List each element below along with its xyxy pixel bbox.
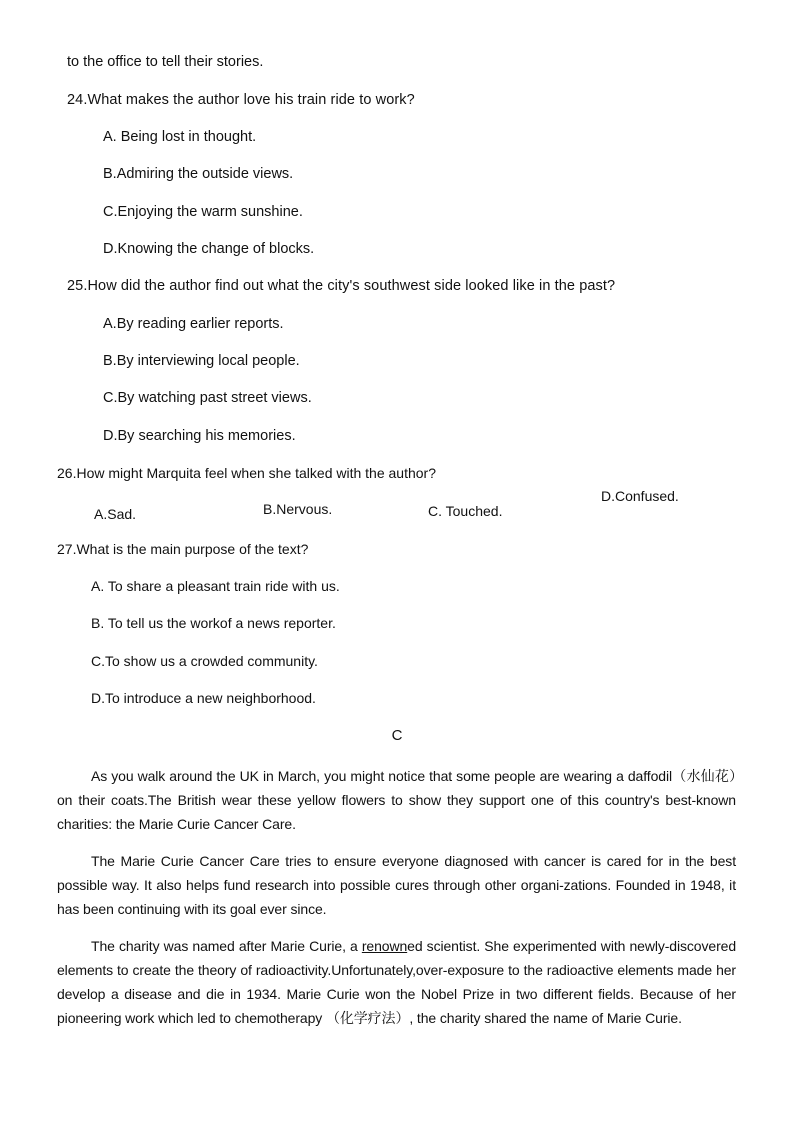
top-line: to the office to tell their stories.	[67, 54, 264, 70]
paragraph-2: The Marie Curie Cancer Care tries to ensure everyone diagnosed with cancer is cared for in the best possible way. It also helps fund research into possible cures through other organi-zations. Founded in 1948, it has been continuing with its goal ever since.	[57, 853, 736, 917]
q26-option-b: B.Nervous.	[263, 501, 333, 517]
q27-option-a: A. To share a pleasant train ride with us.	[91, 578, 340, 594]
question-25: 25.How did the author find out what the city's southwest side looked like in the past?	[67, 278, 616, 294]
question-24: 24.What makes the author love his train ride to work?	[67, 92, 415, 108]
q24-option-a: A. Being lost in thought.	[103, 129, 257, 145]
q25-option-c: C.By watching past street views.	[103, 390, 312, 406]
q24-option-d: D.Knowing the change of blocks.	[103, 241, 315, 257]
paragraph-3-start: The charity was named after Marie Curie, a	[91, 938, 362, 954]
q25-option-a: A.By reading earlier reports.	[103, 316, 284, 332]
q27-option-b: B. To tell us the workof a news reporter.	[91, 615, 336, 631]
question-27: 27.What is the main purpose of the text?	[57, 541, 309, 557]
q25-option-b: B.By interviewing local people.	[103, 353, 300, 369]
q26-option-a: A.Sad.	[94, 506, 137, 522]
paragraph-3-rest: ed scientist. She experimented with newly-discovered elements to create the theory of radioactivity.Unfortunately,over-exposure to the radioactive elements made her develop a disease and die in 1934. Marie Curie won the Nobel Prize in two different fields. Because of her pioneering work which led to chemotherapy （化学疗法）, the charity shared the name of Marie Curie.	[57, 938, 737, 1026]
question-26: 26.How might Marquita feel when she talked with the author?	[57, 465, 436, 481]
q27-option-d: D.To introduce a new neighborhood.	[91, 690, 316, 706]
underlined-word: renown	[361, 938, 408, 954]
q24-option-c: C.Enjoying the warm sunshine.	[103, 204, 303, 220]
paragraph-3	[57, 934, 736, 1030]
q26-option-c: C. Touched.	[428, 503, 503, 519]
q24-option-b: B.Admiring the outside views.	[103, 166, 294, 182]
q27-option-c: C.To show us a crowded community.	[91, 653, 318, 669]
section-heading: C	[391, 727, 403, 744]
paragraph-1: As you walk around the UK in March, you might notice that some people are wearing a daffodil（水仙花）on their coats.The British wear these yellow flowers to show they support one of this country's best-known charities: the Marie Curie Cancer Care.	[57, 768, 736, 832]
q26-option-d: D.Confused.	[601, 488, 679, 504]
q25-option-d: D.By searching his memories.	[103, 428, 296, 444]
